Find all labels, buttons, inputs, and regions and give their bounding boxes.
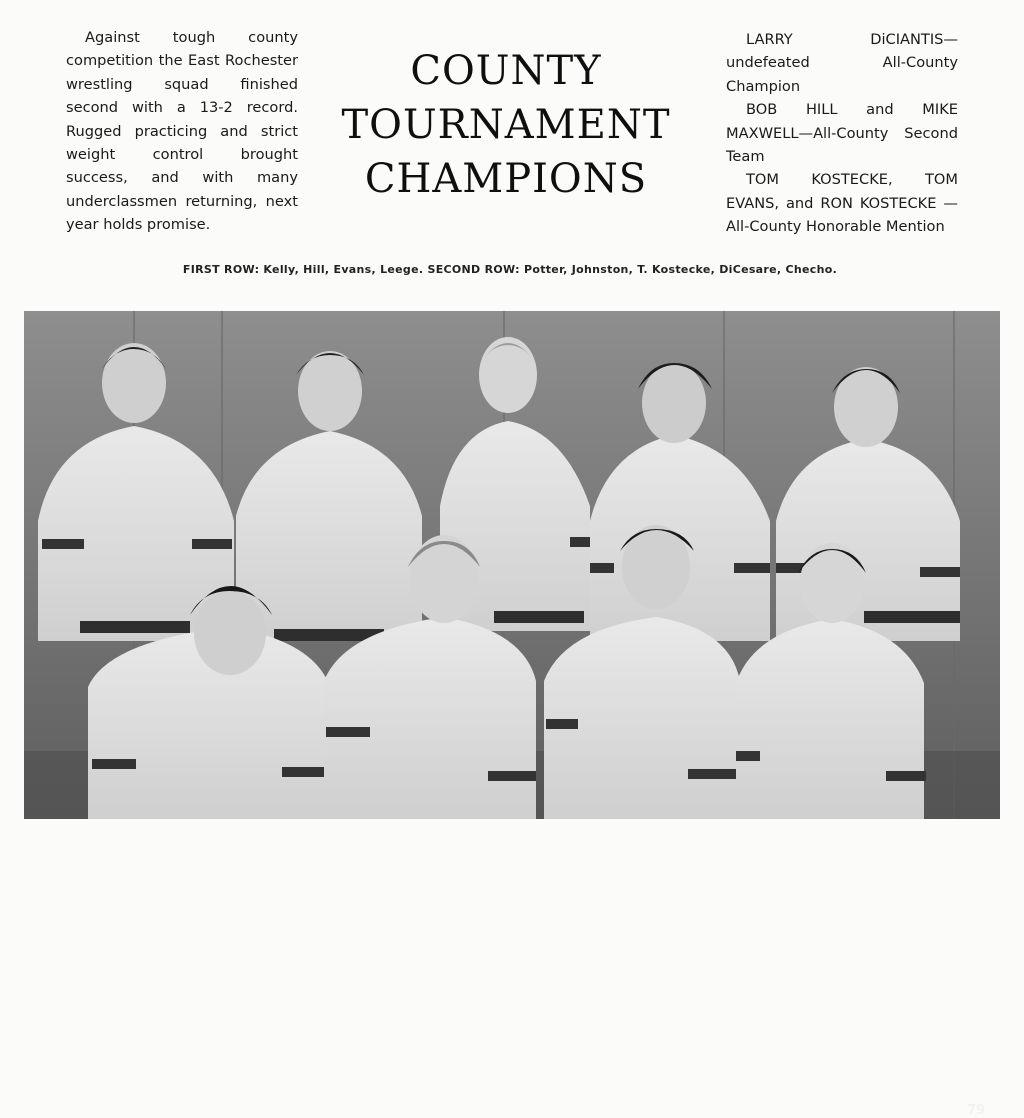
intro-text: Against tough county competition the East Rochester wrestling squad finished second with a 13-2 record. Rugged practicing and strict weight control brought success, and with many underclassmen returning, next year holds promise. [66,29,298,234]
honors-column [726,28,958,239]
second-row-names: Potter, Johnston, T. Kostecke, DiCesare, Checho. [523,263,838,276]
honor-3: TOM KOSTECKE, TOM EVANS, and RON KOSTECKE —All-County Honorable Mention [726,171,958,236]
intro-paragraph [66,26,298,237]
second-row-label: SECOND ROW: [427,263,520,276]
title-line-1: COUNTY [410,48,602,94]
team-photo-illustration [24,311,1000,819]
first-row-names: Kelly, Hill, Evans, Leege. [263,263,424,276]
team-photo [24,311,1000,1118]
photo-caption [0,263,1020,276]
title-line-3: CHAMPIONS [364,156,648,202]
page-title [316,44,696,206]
honor-1: LARRY DiCIANTIS—undefeated All-County Champion [726,31,958,95]
title-line-2: TOURNAMENT [341,102,671,148]
first-row-label: FIRST ROW: [182,263,260,276]
honor-2: BOB HILL and MIKE MAXWELL—All-County Second Team [726,101,958,166]
page-number: 79 [967,1103,986,1118]
